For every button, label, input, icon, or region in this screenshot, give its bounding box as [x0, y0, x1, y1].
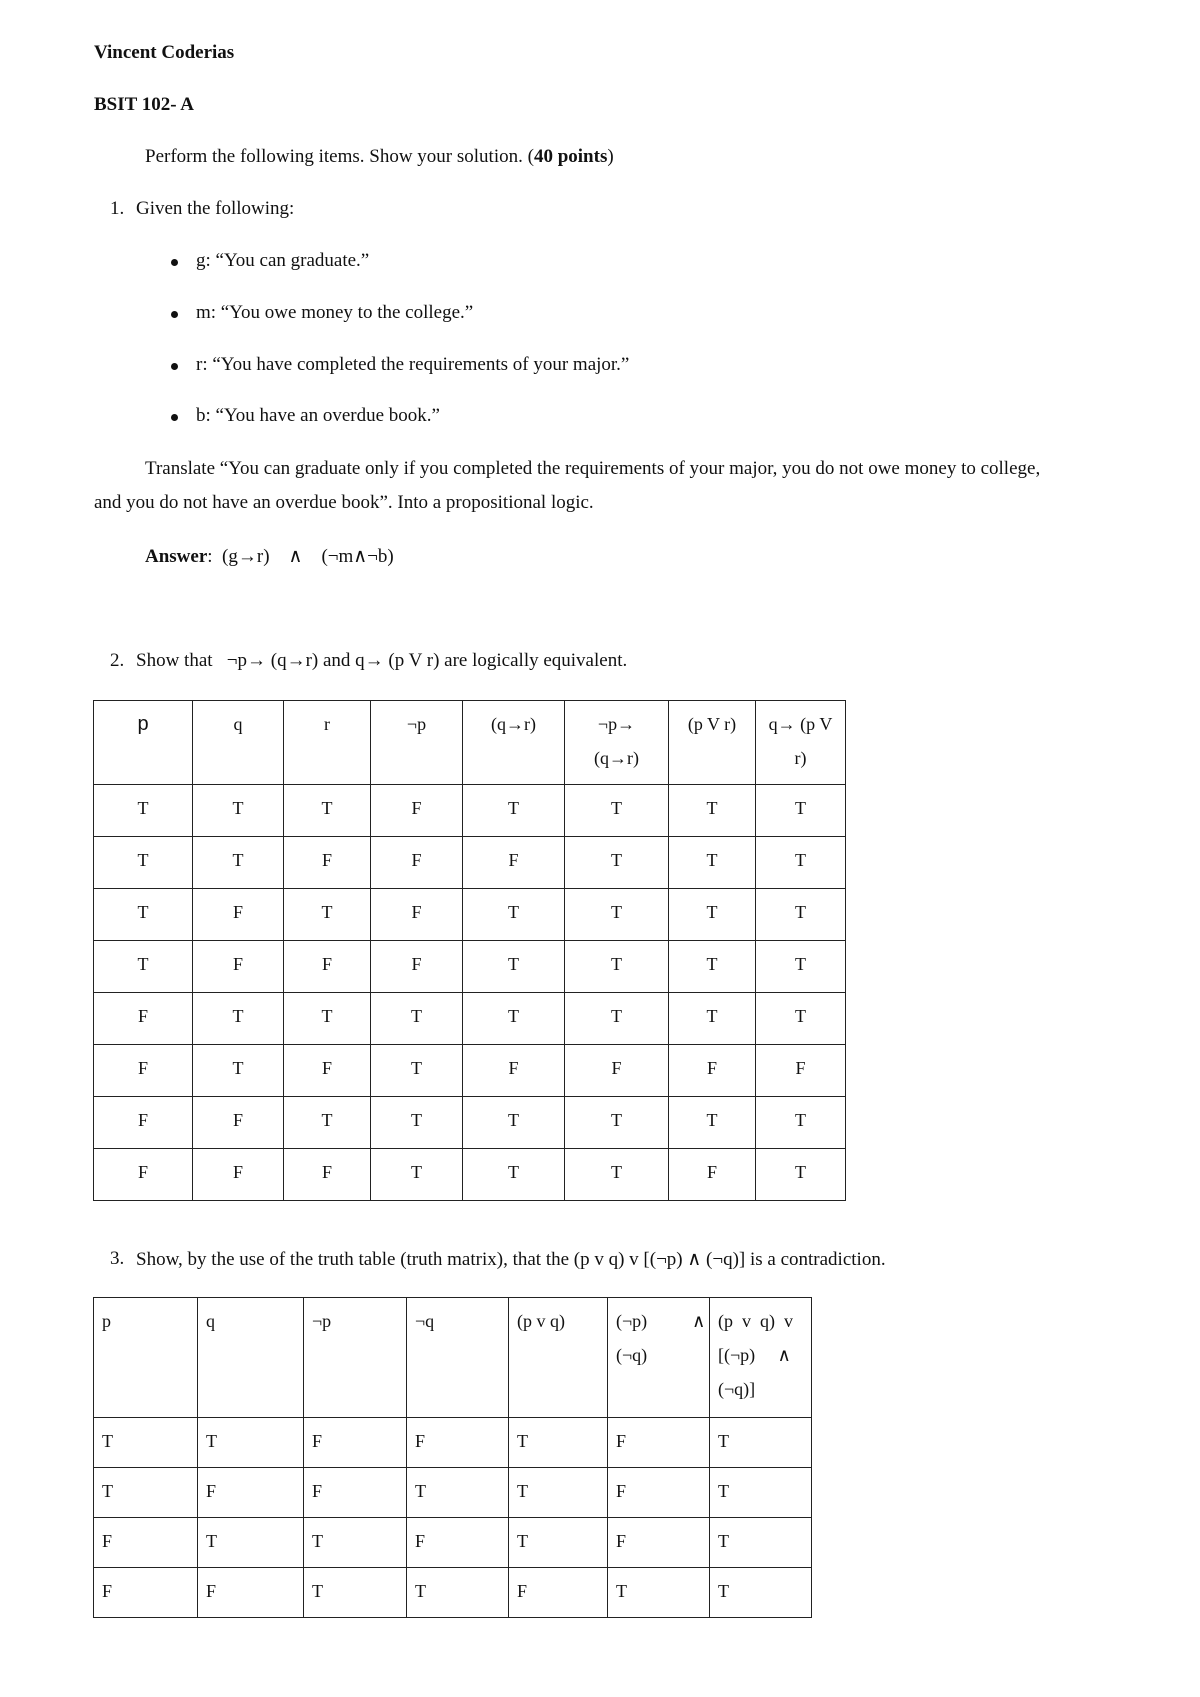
cell: F: [193, 1149, 284, 1201]
cell: T: [284, 1097, 371, 1149]
cell: F: [565, 1045, 669, 1097]
cell: F: [284, 1045, 371, 1097]
header-q-implies-p-or-r: q→ (p V r): [756, 701, 846, 785]
cell: F: [407, 1518, 509, 1568]
cell: T: [565, 941, 669, 993]
item2-number: 2.: [110, 650, 125, 671]
header-not-p: ¬p: [304, 1298, 407, 1418]
cell: F: [463, 837, 565, 889]
bullet-g: g: “You can graduate.”: [196, 250, 370, 271]
cell: T: [565, 1097, 669, 1149]
cell: T: [284, 889, 371, 941]
cell: F: [756, 1045, 846, 1097]
instructions-close: ): [607, 146, 614, 167]
header-p-or-r: (p V r): [669, 701, 756, 785]
table-row: [94, 1045, 846, 1097]
cell: T: [565, 993, 669, 1045]
cell: T: [304, 1518, 407, 1568]
cell: F: [608, 1418, 710, 1468]
cell: T: [94, 785, 193, 837]
cell: T: [193, 837, 284, 889]
cell: F: [371, 889, 463, 941]
cell: F: [94, 1149, 193, 1201]
header-full-expression: (p v q) v [(¬p) ∧ (¬q)]: [710, 1298, 812, 1418]
points: 40 points: [533, 146, 608, 167]
bullet-b: b: “You have an overdue book.”: [196, 405, 440, 426]
cell: T: [608, 1568, 710, 1618]
table-row: [94, 1418, 812, 1468]
cell: T: [371, 993, 463, 1045]
header-q: q: [198, 1298, 304, 1418]
cell: T: [710, 1518, 812, 1568]
table-row: [94, 1468, 812, 1518]
instructions-text: Perform the following items. Show your solution. (: [145, 146, 534, 167]
truth-table-2: [93, 700, 846, 1201]
bullet-m: m: “You owe money to the college.”: [196, 302, 474, 323]
cell: F: [304, 1418, 407, 1468]
cell: T: [193, 1045, 284, 1097]
cell: T: [756, 1097, 846, 1149]
cell: T: [284, 785, 371, 837]
cell: T: [669, 941, 756, 993]
cell: T: [756, 785, 846, 837]
cell: T: [710, 1568, 812, 1618]
header-q-implies-r: (q→r): [463, 701, 565, 785]
cell: F: [371, 785, 463, 837]
cell: T: [371, 1149, 463, 1201]
table-header-row: [94, 1298, 812, 1418]
table-row: [94, 1518, 812, 1568]
cell: T: [94, 1418, 198, 1468]
cell: T: [756, 993, 846, 1045]
cell: T: [669, 785, 756, 837]
item2-prompt: Show that ¬p→ (q→r) and q→ (p V r) are logically equivalent.: [136, 650, 628, 671]
table-row: [94, 993, 846, 1045]
cell: T: [463, 993, 565, 1045]
header-not-p-and-not-q: (¬p) ∧ (¬q): [608, 1298, 710, 1418]
cell: F: [284, 1149, 371, 1201]
cell: F: [371, 941, 463, 993]
cell: T: [304, 1568, 407, 1618]
answer-label: Answer: [145, 546, 208, 567]
table-row: [94, 837, 846, 889]
item3-number: 3.: [110, 1248, 125, 1269]
table-row: [94, 941, 846, 993]
cell: T: [509, 1518, 608, 1568]
cell: F: [669, 1149, 756, 1201]
item1-number: 1.: [110, 198, 125, 219]
cell: F: [94, 1097, 193, 1149]
cell: T: [669, 889, 756, 941]
truth-table-3: [93, 1297, 812, 1618]
cell: T: [193, 785, 284, 837]
cell: T: [756, 1149, 846, 1201]
cell: T: [669, 993, 756, 1045]
cell: T: [407, 1568, 509, 1618]
cell: T: [710, 1418, 812, 1468]
cell: F: [509, 1568, 608, 1618]
bullet-icon: [171, 259, 178, 266]
cell: F: [304, 1468, 407, 1518]
header-not-p-implies: ¬p→ (q→r): [565, 701, 669, 785]
cell: T: [284, 993, 371, 1045]
translate-line-1: Translate “You can graduate only if you completed the requirements of your major, you do not owe money to college,: [145, 458, 1041, 479]
bullet-icon: [171, 311, 178, 318]
cell: F: [371, 837, 463, 889]
cell: T: [94, 941, 193, 993]
cell: T: [407, 1468, 509, 1518]
cell: T: [710, 1468, 812, 1518]
cell: F: [94, 1518, 198, 1568]
cell: T: [193, 993, 284, 1045]
cell: T: [509, 1468, 608, 1518]
cell: T: [756, 837, 846, 889]
instructions: [145, 146, 614, 168]
cell: T: [371, 1045, 463, 1097]
cell: T: [756, 889, 846, 941]
cell: F: [193, 941, 284, 993]
cell: T: [94, 889, 193, 941]
cell: T: [198, 1418, 304, 1468]
cell: F: [463, 1045, 565, 1097]
header-p: p: [94, 701, 193, 785]
cell: T: [669, 1097, 756, 1149]
cell: F: [407, 1418, 509, 1468]
table-header-row: [94, 701, 846, 785]
cell: F: [94, 993, 193, 1045]
table-row: [94, 889, 846, 941]
item1-prompt: Given the following:: [136, 198, 295, 219]
header-p: p: [94, 1298, 198, 1418]
translate-line-2: and you do not have an overdue book”. Into a propositional logic.: [94, 492, 594, 513]
cell: T: [565, 1149, 669, 1201]
cell: T: [509, 1418, 608, 1468]
answer-value: : (g→r) ∧ (¬m∧¬b): [207, 546, 394, 567]
cell: T: [94, 1468, 198, 1518]
bullet-r: r: “You have completed the requirements of your major.”: [196, 354, 630, 375]
bullet-icon: [171, 414, 178, 421]
cell: T: [669, 837, 756, 889]
cell: F: [193, 1097, 284, 1149]
cell: F: [284, 941, 371, 993]
table-row: [94, 1568, 812, 1618]
header-not-q: ¬q: [407, 1298, 509, 1418]
student-name: Vincent Coderias: [94, 42, 235, 63]
cell: T: [371, 1097, 463, 1149]
header-q: q: [193, 701, 284, 785]
item3-prompt: Show, by the use of the truth table (truth matrix), that the (p v q) v [(¬p) ∧ (¬q)] is a contradiction.: [136, 1249, 886, 1270]
cell: F: [608, 1518, 710, 1568]
cell: F: [608, 1468, 710, 1518]
cell: T: [198, 1518, 304, 1568]
bullet-icon: [171, 363, 178, 370]
table-row: [94, 1149, 846, 1201]
cell: F: [198, 1468, 304, 1518]
cell: F: [284, 837, 371, 889]
cell: T: [565, 785, 669, 837]
answer: [145, 545, 394, 568]
cell: T: [463, 941, 565, 993]
cell: T: [756, 941, 846, 993]
cell: T: [94, 837, 193, 889]
cell: T: [463, 889, 565, 941]
cell: F: [94, 1045, 193, 1097]
cell: T: [463, 785, 565, 837]
header-p-or-q: (p v q): [509, 1298, 608, 1418]
header-r: r: [284, 701, 371, 785]
cell: F: [193, 889, 284, 941]
cell: T: [463, 1097, 565, 1149]
cell: T: [565, 889, 669, 941]
cell: F: [198, 1568, 304, 1618]
header-not-p: ¬p: [371, 701, 463, 785]
cell: F: [94, 1568, 198, 1618]
table-row: [94, 1097, 846, 1149]
table-row: [94, 785, 846, 837]
cell: F: [669, 1045, 756, 1097]
cell: T: [565, 837, 669, 889]
class-section: BSIT 102- A: [94, 94, 194, 115]
cell: T: [463, 1149, 565, 1201]
